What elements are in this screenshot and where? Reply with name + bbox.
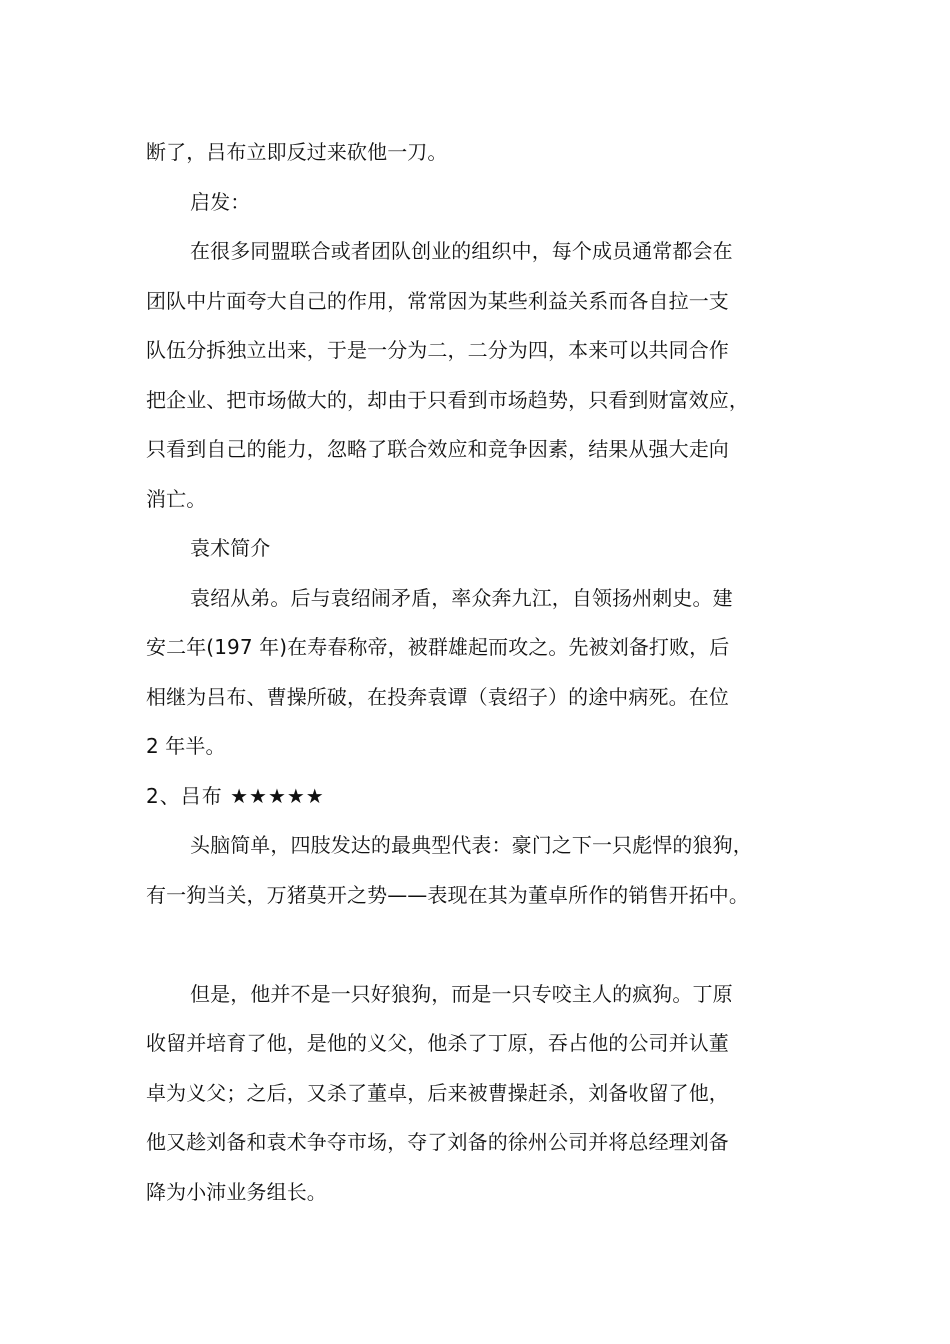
paragraph-line: 消亡。 [146, 486, 207, 511]
paragraph-line: 降为小沛业务组长。 [146, 1179, 327, 1204]
paragraph-line: 安二年(197 年)在寿春称帝，被群雄起而攻之。先被刘备打败，后 [146, 635, 730, 659]
paragraph-line: 在很多同盟联合或者团队创业的组织中，每个成员通常都会在 [190, 239, 733, 263]
paragraph-line: 断了，吕布立即反过来砍他一刀。 [146, 140, 448, 164]
blank-line [146, 920, 816, 970]
paragraph-line: 相继为吕布、曹操所破，在投奔袁谭（袁绍子）的途中病死。在位 [146, 684, 729, 709]
paragraph-line: 队伍分拆独立出来，于是一分为二，二分为四，本来可以共同合作 [146, 338, 729, 362]
paragraph-line: 袁绍从弟。后与袁绍闹矛盾，率众奔九江，自领扬州刺史。建 [190, 585, 733, 610]
paragraph-line: 头脑简单，四肢发达的最典型代表：豪门之下一只彪悍的狼狗， [190, 833, 753, 857]
paragraph-line: 团队中片面夸大自己的作用，常常因为某些利益关系而各自拉一支 [146, 288, 729, 313]
section-label-inspiration: 启发： [190, 189, 251, 214]
paragraph-line: 有一狗当关，万猪莫开之势——表现在其为董卓所作的销售开拓中。 [146, 882, 749, 907]
paragraph-line: 2 年半。 [146, 734, 226, 758]
paragraph-line: 但是，他并不是一只好狼狗，而是一只专咬主人的疯狗。丁原 [190, 981, 733, 1006]
section-label-yuanshu: 袁术简介 [190, 536, 271, 560]
paragraph-line: 收留并培育了他，是他的义父，他杀了丁原，吞占他的公司并认董 [146, 1031, 729, 1055]
paragraph-line: 他又趁刘备和袁术争夺市场，夺了刘备的徐州公司并将总经理刘备 [146, 1130, 729, 1154]
paragraph-line: 把企业、把市场做大的，却由于只看到市场趋势，只看到财富效应， [146, 387, 749, 412]
document-page [146, 128, 816, 1217]
paragraph-line: 只看到自己的能力，忽略了联合效应和竞争因素，结果从强大走向 [146, 437, 729, 461]
section-heading-lvbu: 2、吕布 ★★★★★ [146, 783, 325, 808]
paragraph-line: 卓为义父；之后，又杀了董卓，后来被曹操赶杀，刘备收留了他， [146, 1080, 729, 1105]
